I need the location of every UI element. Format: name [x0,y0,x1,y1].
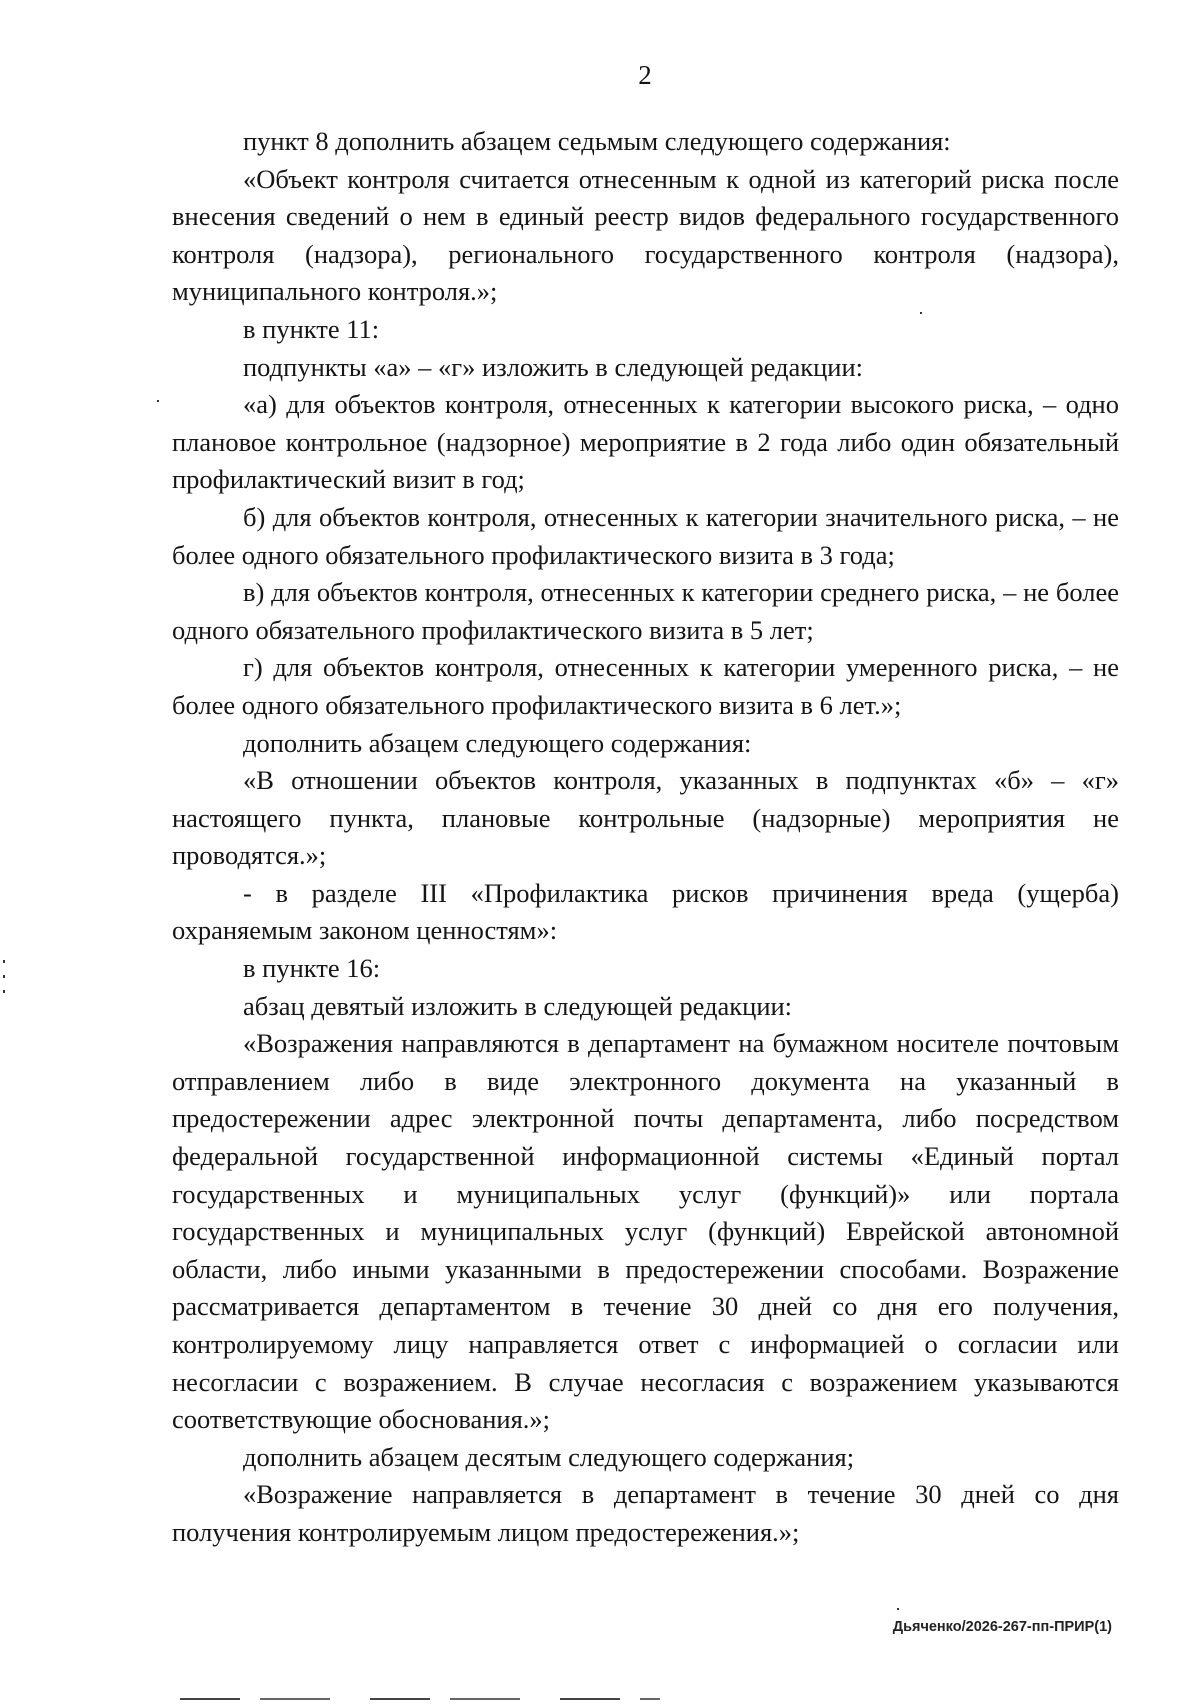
paragraph: дополнить абзацем десятым следующего содержания; [243,1441,855,1472]
scan-artifact [920,312,922,314]
paragraph: г) для объектов контроля, отнесенных к категории умеренного риска, – не более одного обязательного профилактического визита в 6 лет.»; [172,652,1119,720]
paragraph: в пункте 16: [243,953,381,984]
paragraph: «а) для объектов контроля, отнесенных к категории высокого риска, – одно плановое контрольное (надзорное) мероприятие в 2 года либо один обязательный профилактический визит в год; [172,389,1119,495]
scan-artifact [3,990,5,993]
scan-artifact [3,975,5,978]
scan-artifact [157,400,159,402]
scan-artifact [897,1608,899,1610]
paragraph: б) для объектов контроля, отнесенных к категории значительного риска, – не более одного обязательного профилактического визита в 3 года; [172,501,1119,570]
paragraph: дополнить абзацем следующего содержания: [243,727,752,758]
paragraph: подпункты «а» – «г» изложить в следующей редакции: [243,351,864,382]
document-body [172,123,1119,1552]
paragraph: «Возражение направляется в департамент в течение 30 дней со дня получения контролируемым лицом предостережения.»; [172,1479,1119,1547]
paragraph: в) для объектов контроля, отнесенных к категории среднего риска, – не более одного обязательного профилактического визита в 5 лет; [172,577,1119,645]
paragraph: «Объект контроля считается отнесенным к одной из категорий риска после внесения сведений о нем в единый реестр видов федерального государственного контроля (надзора), регионального государственного контроля (надзора), муниципального контроля.»; [172,163,1119,307]
paragraph: - в разделе III «Профилактика рисков причинения вреда (ущерба) охраняемым законом ценностям»: [172,877,1119,946]
scan-artifact [3,960,5,963]
paragraph: пункт 8 дополнить абзацем седьмым следующего содержания: [243,126,951,156]
paragraph: «Возражения направляются в департамент на бумажном носителе почтовым отправлением либо в виде электронного документа на указанный в предостережении адрес электронной почты департамента, либо посредством федеральной государственной информационной системы «Единый портал государственных и муниципальных услуг (функций)» или портала государственных и муниципальных услуг (функций) Еврейской автономной области, либо иными указанными в предостережении способами. Возражение рассматривается департаментом в течение 30 дней со дня его получения, контролируемому лицу направляется ответ с информацией о согласии или несогласии с возражением. В случае несогласия с возражением указываются соответствующие обоснования.»; [172,1028,1119,1435]
paragraph: абзац девятый изложить в следующей редакции: [243,990,793,1021]
paragraph: «В отношении объектов контроля, указанных в подпунктах «б» – «г» настоящего пункта, плановые контрольные (надзорные) мероприятия не проводятся.»; [172,765,1119,871]
footer-reference: Дьяченко/2026-267-пп-ПРИР(1) [892,1619,1112,1635]
scan-edge-artifact [180,1698,660,1700]
page-number: 2 [638,60,652,90]
paragraph: в пункте 11: [243,313,380,344]
